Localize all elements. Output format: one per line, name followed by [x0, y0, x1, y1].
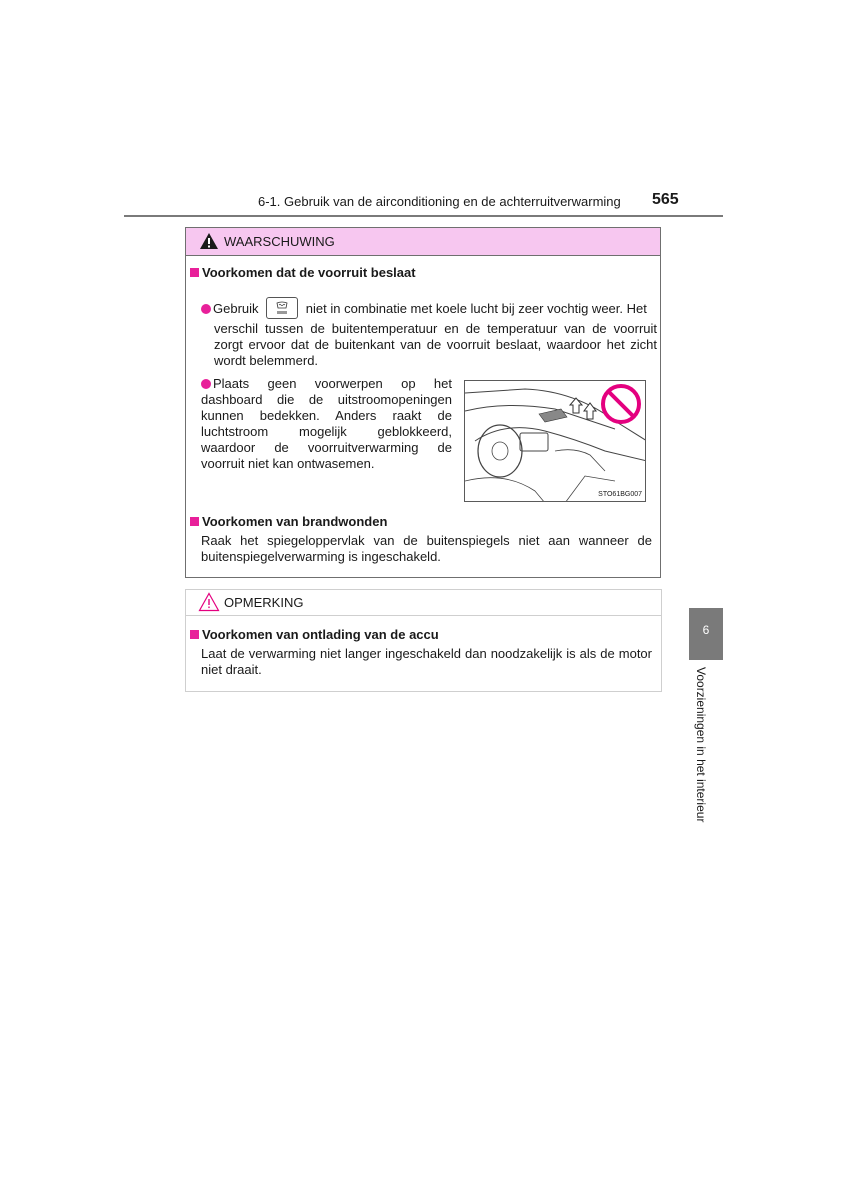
square-bullet-icon: [190, 630, 199, 639]
battery-text: Laat de verwarming niet langer ingeschakeld dan noodzakelijk is als de motor niet draait.: [201, 646, 652, 677]
chapter-number: 6: [702, 623, 710, 637]
round-bullet-icon: [201, 304, 211, 314]
heading-battery-discharge: Voorkomen van ontlading van de accu: [190, 627, 439, 642]
bullet-defrost-explanation: verschil tussen de buitentemperatuur en de temperatuur van de voorruit zorgt ervoor dat de buitenkant van de voorruit beslaat, waardoor het zicht wordt belemmerd.: [214, 321, 657, 368]
heading-prevent-burns: Voorkomen van brandwonden: [190, 514, 387, 529]
page-number: 565: [652, 191, 679, 208]
bullet-dashboard-objects: Plaats geen voorwerpen op het dashboard die de uitstroomopeningen kunnen bedekken. Anders raakt de luchtstroom mogelijk geblokkeerd, waardoor de voorruitverwarming de voorruit niet kan ontwasemen.: [201, 376, 452, 471]
chapter-label: Voorzieningen in het interieur: [694, 667, 708, 823]
bullet-defrost-usage: Gebruik niet in combinatie met koele lucht bij zeer vochtig weer. Het: [201, 297, 661, 319]
figure-code: STO61BG007: [598, 491, 642, 498]
square-bullet-icon: [190, 268, 199, 277]
note-label: OPMERKING: [224, 595, 304, 610]
round-bullet-icon: [201, 379, 211, 389]
square-bullet-icon: [190, 517, 199, 526]
warning-triangle-icon: [199, 232, 219, 250]
no-entry-icon: [603, 386, 639, 422]
dashboard-illustration: [464, 380, 646, 502]
note-header: [186, 590, 661, 616]
dashboard-drawing: [465, 381, 646, 502]
header-divider: [124, 215, 723, 217]
section-title: 6-1. Gebruik van de airconditioning en de achterruitverwarming: [258, 194, 621, 209]
heading-prevent-fogging: Voorkomen dat de voorruit beslaat: [190, 265, 416, 280]
windshield-defrost-button-icon: [266, 297, 298, 319]
airflow-arrows-icon: [570, 398, 596, 419]
chapter-tab: [689, 608, 723, 660]
warning-label: WAARSCHUWING: [224, 234, 335, 249]
caution-triangle-icon: [198, 592, 220, 612]
warning-header: [186, 228, 660, 256]
burns-text: Raak het spiegeloppervlak van de buitenspiegels niet aan wanneer de buitenspiegelverwarming is ingeschakeld.: [201, 533, 652, 564]
